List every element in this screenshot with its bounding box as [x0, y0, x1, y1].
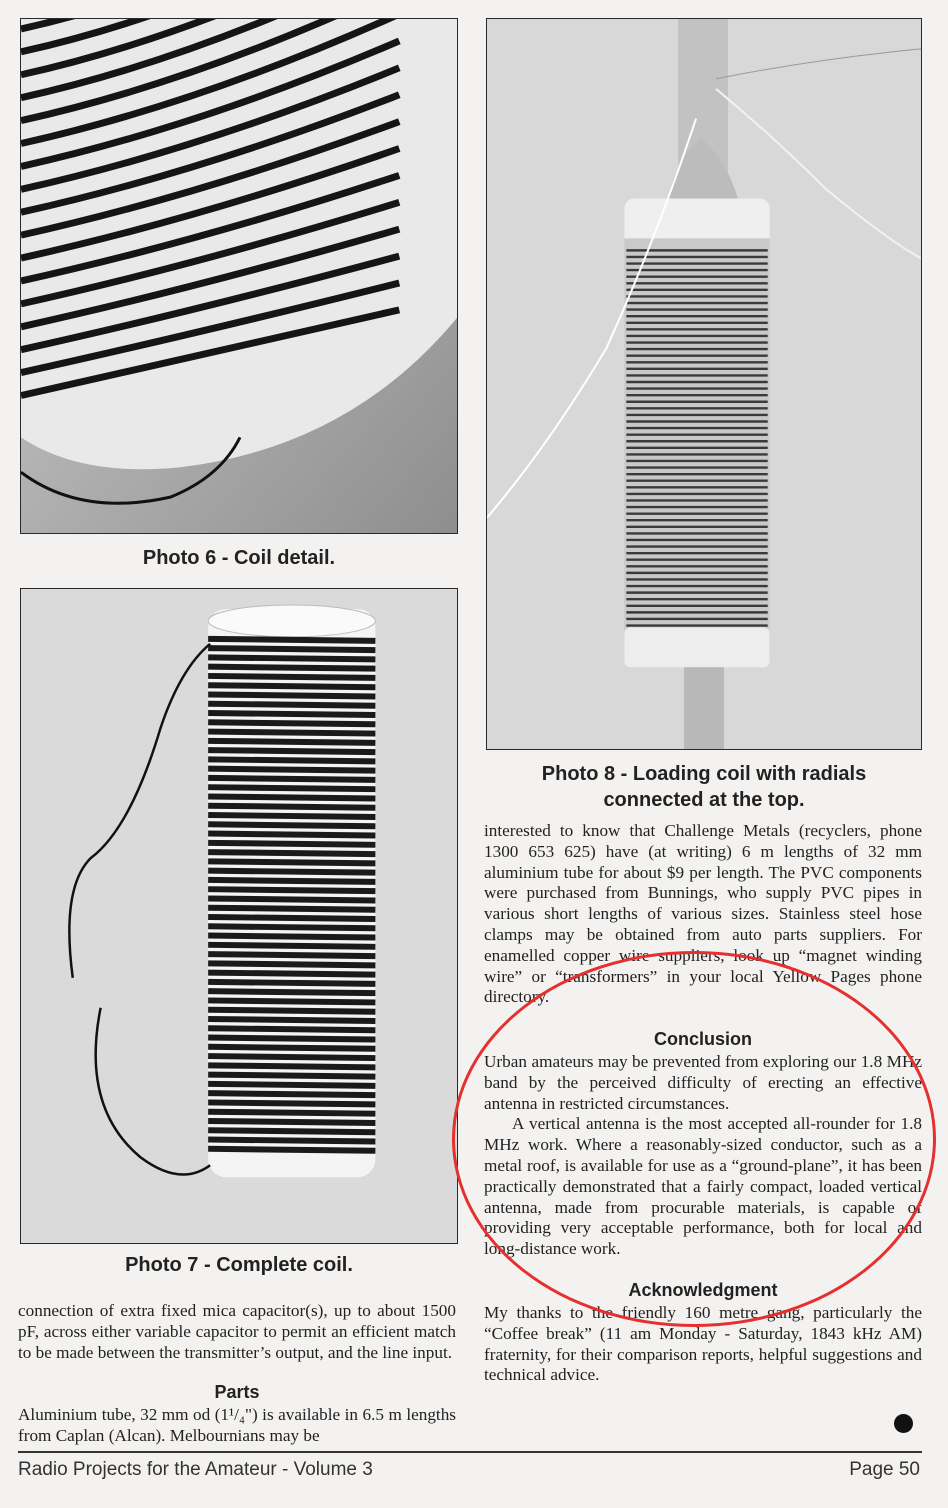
left-paragraph-text: connection of extra fixed mica capacitor(s), up to about 1500 pF, across either variable capacitor to permit an efficient match to be made between the transmitter’s output, and the line input. [18, 1301, 456, 1362]
parts-paragraph [18, 1405, 456, 1447]
photo-8-loading-coil [486, 18, 922, 750]
photo-6-coil-detail [20, 18, 458, 534]
footer-page-number: Page 50 [849, 1459, 920, 1480]
conclusion-heading: Conclusion [654, 1029, 752, 1049]
left-paragraph-capacitor [18, 1301, 456, 1363]
footer-rule [18, 1451, 922, 1453]
acknowledgment-text: My thanks to the friendly 160 metre gang, particularly the “Coffee break” (11 am Monday - Saturday, 1843 kHz AM) fraternity, for their comparison reports, helpful suggestions and technical advice. [484, 1303, 922, 1385]
footer-book-title: Radio Projects for the Amateur - Volume 3 [18, 1459, 373, 1480]
red-annotation-circle [452, 951, 936, 1327]
photo-8-caption-line-2: connected at the top. [603, 789, 805, 811]
conclusion-paragraph-2: A vertical antenna is the most accepted all-rounder for 1.8 MHz work. Where a reasonably-sized conductor, such as a metal roof, is available for use as a “ground-plane”, it has been practically demonstrated that a fairly compact, loaded vertical antenna, made from procurable materials, is capable of providing very acceptable performance, both for local and long-distance work. [484, 1114, 922, 1259]
conclusion-paragraph-1: Urban amateurs may be prevented from exploring our 1.8 MHz band by the perceived difficulty of erecting an effective antenna in restricted circumstances. [484, 1052, 922, 1113]
photo-6-caption: Photo 6 - Coil detail. [142, 547, 336, 569]
parts-text: Aluminium tube, 32 mm od (1¹/₄") is available in 6.5 m lengths from Caplan (Alcan). Melbournians may be [18, 1405, 456, 1445]
photo-7-caption: Photo 7 - Complete coil. [125, 1254, 353, 1276]
parts-heading: Parts [214, 1382, 260, 1402]
end-of-article-dot [894, 1414, 913, 1433]
photo-8-caption [486, 761, 922, 813]
acknowledgment-heading: Acknowledgment [628, 1280, 778, 1300]
photo-8-caption-line-1: Photo 8 - Loading coil with radials [541, 763, 867, 785]
suppliers-text: interested to know that Challenge Metals (recyclers, phone 1300 653 625) have (at writing) 6 m lengths of 32 mm aluminium tube for about $9 per length. The PVC components were purchased from Bunnings, who supply PVC pipes in various short lengths of various sizes. Stainless steel hose clamps may be obtained from auto parts suppliers. For enamelled copper wire suppliers, look up “magnet winding wire” or “transformers” in your local Yellow Pages phone directory. [484, 821, 922, 1007]
photo-7-complete-coil [20, 588, 458, 1244]
